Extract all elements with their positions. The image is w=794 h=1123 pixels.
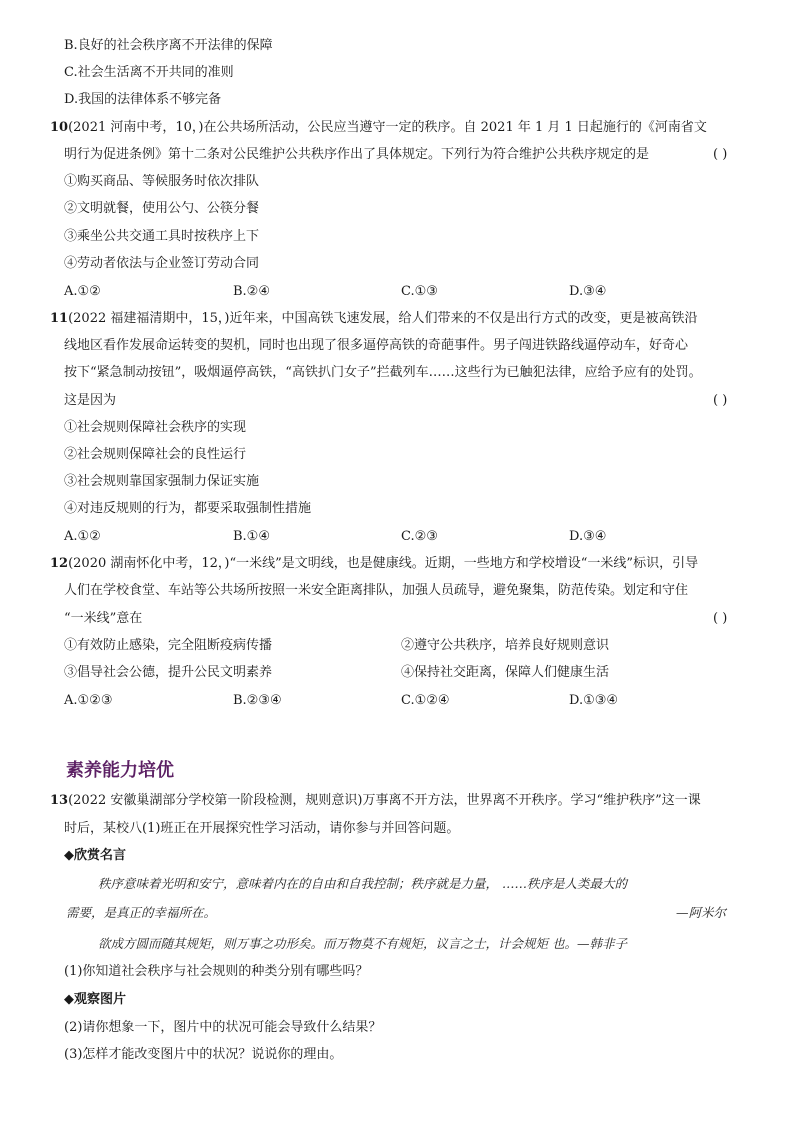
heading-picture: ◆观察图片 <box>64 992 126 1007</box>
item: ①购买商品、等候服务时依次排队 <box>64 174 260 189</box>
choice-d: D.①③④ <box>569 693 619 708</box>
answer-paren: ( ) <box>713 611 728 626</box>
item: ④保持社交距离，保障人们健康生活 <box>401 665 610 680</box>
sub-question-1: (1)你知道社会秩序与社会规则的种类分别有哪些吗？ <box>64 964 369 979</box>
item: ②文明就餐，使用公勺、公筷分餐 <box>64 201 260 216</box>
quote-1-author: —阿米尔 <box>676 905 727 920</box>
option-d: D.我国的法律体系不够完备 <box>64 92 222 107</box>
choice-d: D.③④ <box>569 284 607 299</box>
choice-b: B.①④ <box>233 529 270 544</box>
section-title: 素养能力培优 <box>66 760 174 781</box>
choice-c: C.①③ <box>401 284 438 299</box>
choice-b: B.②④ <box>233 284 270 299</box>
item: ③社会规则靠国家强制力保证实施 <box>64 474 260 489</box>
choice-b: B.②③④ <box>233 693 282 708</box>
question-text: (2022 福建福清期中，15，)近年来，中国高铁飞速发展，给人们带来的不仅是出行方式的改变，更是被高铁沿 <box>68 311 698 326</box>
sub-question-2: (2)请你想象一下，图片中的状况可能会导致什么结果？ <box>64 1020 382 1035</box>
question-10-line1 <box>50 119 707 137</box>
question-text: (2021 河南中考，10，)在公共场所活动，公民应当遵守一定的秩序。自 2021 年 1 月 1 日起施行的《河南省文 <box>68 120 707 135</box>
question-11-line4: 这是因为 <box>64 393 117 408</box>
question-text: (2022 安徽巢湖部分学校第一阶段检测，规则意识)万事离不开方法，世界离不开秩序。学习“维护秩序”这一课 <box>68 793 701 808</box>
quote-1-line1: 秩序意味着光明和安宁，意味着内在的自由和自我控制；秩序就是力量， ……秩序是人类最大的 <box>98 876 627 891</box>
item: ③乘坐公共交通工具时按秩序上下 <box>64 229 260 244</box>
choice-a: A.①② <box>64 284 101 299</box>
item: ③倡导社会公德，提升公民文明素养 <box>64 665 273 680</box>
quote-1-line2: 需要，是真正的幸福所在。 <box>66 905 217 920</box>
question-11-line1 <box>50 310 698 328</box>
sub-question-3: (3)怎样才能改变图片中的状况？说说你的理由。 <box>64 1047 343 1062</box>
question-number: 10 <box>50 120 69 135</box>
question-11-line3: 按下“紧急制动按钮”，吸烟逼停高铁，“高铁扒门女子”拦截列车……这些行为已触犯法律，应给予应有的处罚。 <box>64 365 702 380</box>
question-number: 11 <box>50 311 69 326</box>
heading-quotes: ◆欣赏名言 <box>64 848 126 863</box>
quote-2: 欲成方圆而随其规矩，则万事之功形矣。而万物莫不有规矩，议言之士，计会规矩 也。—韩非子 <box>98 936 627 951</box>
item: ①有效防止感染，完全阻断疫病传播 <box>64 638 273 653</box>
item: ①社会规则保障社会秩序的实现 <box>64 420 247 435</box>
choice-a: A.①② <box>64 529 101 544</box>
question-12-line3: “一米线”意在 <box>64 611 143 626</box>
choice-c: C.②③ <box>401 529 438 544</box>
question-12-line1 <box>50 555 698 573</box>
answer-paren: ( ) <box>713 393 728 408</box>
choice-a: A.①②③ <box>64 693 113 708</box>
question-number: 12 <box>50 556 69 571</box>
question-10-line2: 明行为促进条例》第十二条对公民维护公共秩序作出了具体规定。下列行为符合维护公共秩序规定的是 <box>64 147 650 162</box>
item: ②社会规则保障社会的良性运行 <box>64 447 247 462</box>
question-11-line2: 线地区看作发展命运转变的契机，同时也出现了很多逼停高铁的奇葩事件。男子闯进铁路线逼停动车，好奇心 <box>64 338 689 353</box>
question-number: 13 <box>50 793 69 808</box>
choice-d: D.③④ <box>569 529 607 544</box>
question-13-line2: 时后，某校八(1)班正在开展探究性学习活动，请你参与并回答问题。 <box>64 821 460 836</box>
question-13-line1 <box>50 792 701 810</box>
option-b: B.良好的社会秩序离不开法律的保障 <box>64 38 273 53</box>
question-12-line2: 人们在学校食堂、车站等公共场所按照一米安全距离排队，加强人员疏导，避免聚集，防范传染。划定和守住 <box>64 583 689 598</box>
item: ④劳动者依法与企业签订劳动合同 <box>64 256 260 271</box>
item: ②遵守公共秩序，培养良好规则意识 <box>401 638 610 653</box>
option-c: C.社会生活离不开共同的准则 <box>64 65 234 80</box>
item: ④对违反规则的行为，都要采取强制性措施 <box>64 501 312 516</box>
question-text: (2020 湖南怀化中考，12，)“一米线”是文明线，也是健康线。近期，一些地方和学校增设“一米线”标识，引导 <box>68 556 699 571</box>
choice-c: C.①②④ <box>401 693 450 708</box>
answer-paren: ( ) <box>713 147 728 162</box>
